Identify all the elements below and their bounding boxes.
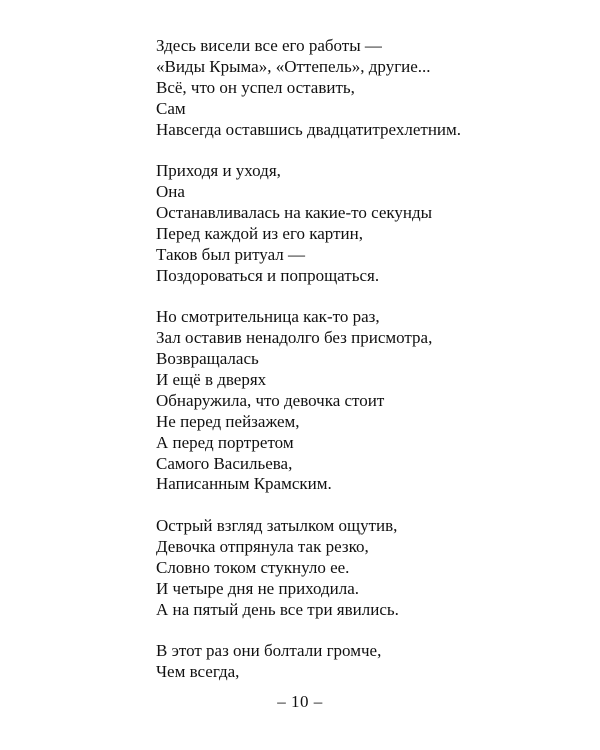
poem-line: Острый взгляд затылком ощутив, [156,515,398,535]
poem-line: Перед каждой из его картин, [156,223,363,243]
stanza-3 [156,307,556,495]
stanza-4 [156,516,556,621]
poem-line: Самого Васильева, [156,453,293,473]
poem-line: Написанным Крамским. [156,474,332,494]
poem-line: «Виды Крыма», «Оттепель», другие... [156,56,431,76]
poem-line: Навсегда оставшись двадцатитрехлетним. [156,119,462,139]
poem-line: А перед портретом [156,432,294,452]
poem-text [156,36,556,683]
page-number: – 10 – [277,692,323,711]
poem-line: Но смотрительница как-то раз, [156,307,380,327]
poem-line: Девочка отпрянула так резко, [156,536,369,556]
poem-line: Поздороваться и попрощаться. [156,265,380,285]
poem-line: Возвращалась [156,348,259,368]
stanza-1 [156,36,556,141]
poem-line: Зал оставив ненадолго без присмотра, [156,328,433,348]
poem-line: А на пятый день все три явились. [156,599,399,619]
poem-line: И четыре дня не приходила. [156,578,360,598]
poem-line: Останавливалась на какие-то секунды [156,202,433,222]
poem-line: Таков был ритуал — [156,244,305,264]
poem-line: Обнаружила, что девочка стоит [156,390,385,410]
poem-line: Здесь висели все его работы — [156,36,382,55]
poem-line: Приходя и уходя, [156,161,281,181]
poem-line: В этот раз они болтали громче, [156,641,382,661]
poem-line: Словно током стукнуло ее. [156,557,350,577]
poem-line: И ещё в дверях [156,369,267,389]
poem-line: Она [156,182,185,202]
poem-line: Сам [156,98,186,118]
stanza-2 [156,161,556,286]
poem-line: Чем всегда, [156,661,240,681]
stanza-5 [156,641,556,683]
poem-line: Не перед пейзажем, [156,411,300,431]
poem-line: Всё, что он успел оставить, [156,77,355,97]
